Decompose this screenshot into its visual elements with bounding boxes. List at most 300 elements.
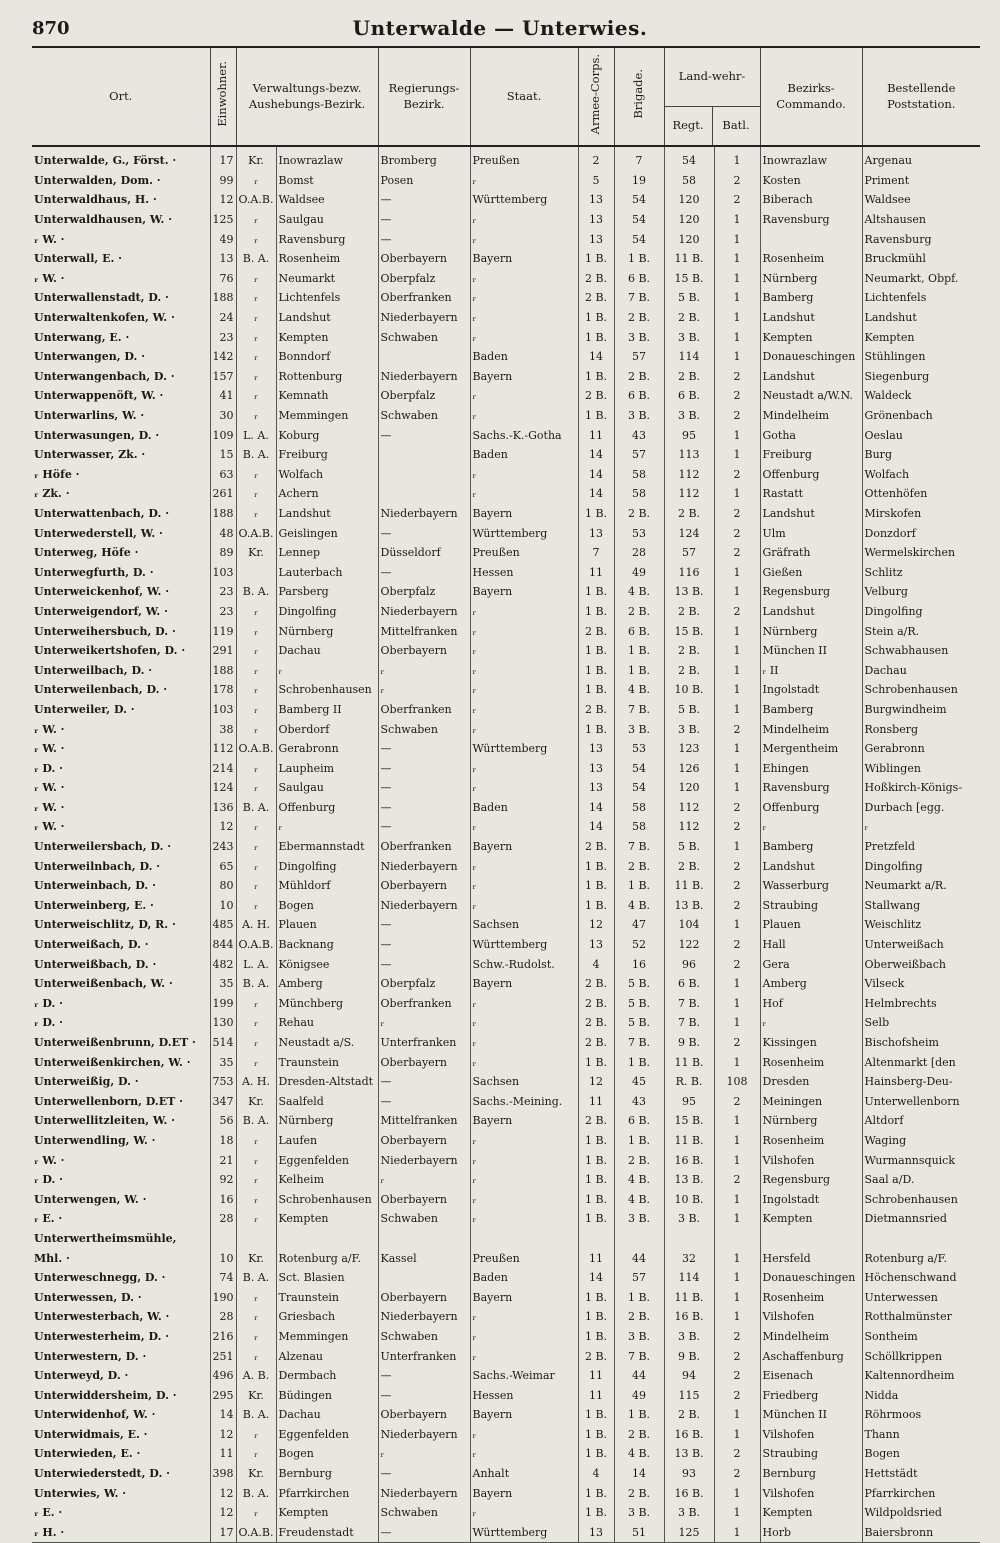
cell-staat: ᵣ	[470, 288, 578, 308]
cell-armee-corps: 14	[578, 465, 614, 485]
table-row	[32, 1072, 980, 1092]
table-row	[32, 1248, 980, 1268]
cell-staat: ᵣ	[470, 484, 578, 504]
cell-ort: ᵣ E. ·	[34, 1506, 63, 1520]
cell-brigade: 2 B.	[614, 1425, 664, 1445]
cell-regt: 95	[664, 425, 714, 445]
cell-poststation: Schrobenhausen	[862, 680, 980, 700]
cell-poststation: Grönenbach	[862, 406, 980, 426]
cell-poststation: Ravensburg	[862, 229, 980, 249]
cell-brigade: 2 B.	[614, 308, 664, 328]
cell-regt: 124	[664, 523, 714, 543]
cell-behoerde: ᵣ	[236, 386, 276, 406]
cell-behoerde: ᵣ	[236, 856, 276, 876]
cell-regt: 3 B.	[664, 327, 714, 347]
cell-brigade: 1 B.	[614, 1052, 664, 1072]
cell-regt: 13 B.	[664, 1444, 714, 1464]
cell-behoerde: ᵣ	[236, 621, 276, 641]
cell-ort: ᵣ D. ·	[34, 1016, 64, 1030]
cell-einwohner: 188	[210, 660, 236, 680]
cell-bezirks-commando: Rosenheim	[760, 1052, 862, 1072]
cell-ort: Unterwiddersheim, D. ·	[34, 1388, 177, 1402]
cell-einwohner: 398	[210, 1464, 236, 1484]
cell-brigade: 1 B.	[614, 660, 664, 680]
cell-ort: Unterweißbach, D. ·	[34, 957, 157, 971]
cell-armee-corps: 2 B.	[578, 1013, 614, 1033]
table-row	[32, 190, 980, 210]
cell-brigade: 4 B.	[614, 582, 664, 602]
cell-einwohner: 28	[210, 1307, 236, 1327]
table-row	[32, 367, 980, 387]
cell-ort: Unterwappenöft, W. ·	[34, 389, 164, 403]
cell-regt: 11 B.	[664, 1131, 714, 1151]
cell-brigade: 54	[614, 229, 664, 249]
cell-ort: Unterweihersbuch, D. ·	[34, 624, 176, 638]
cell-batl: 2	[714, 856, 760, 876]
table-row	[32, 915, 980, 935]
cell-batl: 1	[714, 739, 760, 759]
cell-bezirks-commando: Rosenheim	[760, 1131, 862, 1151]
cell-ort: Unterwaltenkofen, W. ·	[34, 311, 175, 325]
cell-batl: 1	[714, 269, 760, 289]
cell-bezirks-commando: Meiningen	[760, 1092, 862, 1112]
cell-einwohner: 130	[210, 1013, 236, 1033]
cell-bezirks-commando: Nürnberg	[760, 269, 862, 289]
cell-bezirks-commando: Landshut	[760, 308, 862, 328]
col-poststation: Bestellende Poststation.	[862, 47, 980, 146]
cell-armee-corps: 2 B.	[578, 288, 614, 308]
cell-brigade: 2 B.	[614, 602, 664, 622]
cell-ort: Mhl. ·	[34, 1251, 70, 1265]
cell-armee-corps: 1 B.	[578, 1189, 614, 1209]
cell-armee-corps: 1 B.	[578, 406, 614, 426]
cell-staat: ᵣ	[470, 719, 578, 739]
cell-batl: 1	[714, 758, 760, 778]
cell-brigade: 2 B.	[614, 856, 664, 876]
cell-bezirk: Schrobenhausen	[276, 680, 378, 700]
cell-einwohner: 23	[210, 327, 236, 347]
cell-batl: 1	[714, 308, 760, 328]
cell-poststation: Kaltennordheim	[862, 1366, 980, 1386]
cell-batl: 1	[714, 1209, 760, 1229]
cell-bezirk: Rotenburg a/F.	[276, 1248, 378, 1268]
cell-regierung: —	[378, 1366, 470, 1386]
cell-regierung: ᵣ	[378, 1013, 470, 1033]
cell-poststation: Vilseck	[862, 974, 980, 994]
cell-staat: ᵣ	[470, 1503, 578, 1523]
cell-poststation: Wermelskirchen	[862, 543, 980, 563]
cell-regierung	[378, 465, 470, 485]
cell-regt: 16 B.	[664, 1425, 714, 1445]
col-einwohner: Einwohner.	[210, 47, 236, 146]
table-row	[32, 621, 980, 641]
cell-bezirks-commando	[760, 229, 862, 249]
cell-behoerde: ᵣ	[236, 1013, 276, 1033]
cell-batl: 1	[714, 1307, 760, 1327]
cell-bezirks-commando: Mergentheim	[760, 739, 862, 759]
cell-batl: 1	[714, 1013, 760, 1033]
table-row	[32, 445, 980, 465]
cell-bezirk: Lichtenfels	[276, 288, 378, 308]
cell-poststation: Neumarkt a/R.	[862, 876, 980, 896]
cell-regt: 120	[664, 190, 714, 210]
cell-ort: Unterweilenbach, D. ·	[34, 683, 168, 697]
cell-bezirks-commando: Rosenheim	[760, 1287, 862, 1307]
cell-einwohner: 12	[210, 817, 236, 837]
cell-brigade: 5 B.	[614, 974, 664, 994]
cell-poststation: Mirskofen	[862, 504, 980, 524]
cell-einwohner: 56	[210, 1111, 236, 1131]
cell-regierung: Kassel	[378, 1248, 470, 1268]
cell-armee-corps: 1 B.	[578, 641, 614, 661]
cell-batl: 1	[714, 1523, 760, 1543]
cell-poststation: Hainsberg-Deu-	[862, 1072, 980, 1092]
table-row	[32, 1287, 980, 1307]
cell-einwohner: 21	[210, 1150, 236, 1170]
cell-staat: ᵣ	[470, 229, 578, 249]
table-row	[32, 641, 980, 661]
cell-bezirks-commando: Landshut	[760, 504, 862, 524]
cell-bezirks-commando: Kosten	[760, 171, 862, 191]
cell-bezirk: Gerabronn	[276, 739, 378, 759]
cell-batl: 2	[714, 190, 760, 210]
cell-brigade: 3 B.	[614, 406, 664, 426]
cell-bezirks-commando: Mindelheim	[760, 1327, 862, 1347]
cell-batl: 1	[714, 700, 760, 720]
cell-armee-corps: 13	[578, 523, 614, 543]
cell-bezirk: Rosenheim	[276, 249, 378, 269]
cell-armee-corps: 13	[578, 778, 614, 798]
cell-bezirk: Nürnberg	[276, 1111, 378, 1131]
cell-staat: Sachs.-K.-Gotha	[470, 425, 578, 445]
cell-poststation: Unterwessen	[862, 1287, 980, 1307]
cell-bezirk: Kemnath	[276, 386, 378, 406]
cell-behoerde: Kr.	[236, 146, 276, 171]
cell-staat: Baden	[470, 798, 578, 818]
cell-armee-corps: 11	[578, 1366, 614, 1386]
cell-regierung: Niederbayern	[378, 602, 470, 622]
cell-brigade: 51	[614, 1523, 664, 1543]
cell-brigade: 1 B.	[614, 1131, 664, 1151]
cell-regierung: Oberpfalz	[378, 386, 470, 406]
cell-poststation: Sontheim	[862, 1327, 980, 1347]
cell-bezirk: Ebermannstadt	[276, 837, 378, 857]
cell-staat: ᵣ	[470, 621, 578, 641]
cell-bezirk: Bomst	[276, 171, 378, 191]
table-row	[32, 896, 980, 916]
cell-ort: Unterwaldhaus, H. ·	[34, 193, 157, 207]
cell-ort: ᵣ D. ·	[34, 1173, 64, 1187]
cell-armee-corps: 13	[578, 935, 614, 955]
cell-brigade: 54	[614, 778, 664, 798]
cell-batl: 2	[714, 406, 760, 426]
cell-ort: Unterwallenstadt, D. ·	[34, 291, 169, 305]
cell-poststation: Pfarrkirchen	[862, 1483, 980, 1503]
table-row	[32, 1092, 980, 1112]
cell-brigade: 57	[614, 347, 664, 367]
cell-armee-corps: 1 B.	[578, 582, 614, 602]
cell-ort: Unterweischlitz, D, R. ·	[34, 918, 176, 932]
cell-batl: 1	[714, 1131, 760, 1151]
cell-regierung: Oberbayern	[378, 1052, 470, 1072]
cell-regt: 9 B.	[664, 1033, 714, 1053]
table-row	[32, 1327, 980, 1347]
cell-bezirk: Plauen	[276, 915, 378, 935]
cell-poststation: Wurmannsquick	[862, 1150, 980, 1170]
cell-bezirks-commando: Kissingen	[760, 1033, 862, 1053]
cell-brigade: 1 B.	[614, 249, 664, 269]
cell-armee-corps: 14	[578, 1268, 614, 1288]
cell-regierung	[378, 347, 470, 367]
cell-poststation: Unterwellenborn	[862, 1092, 980, 1112]
cell-staat: ᵣ	[470, 171, 578, 191]
col-verwaltung: Verwaltungs-bezw. Aushebungs-Bezirk.	[236, 47, 378, 146]
cell-poststation: Hoßkirch-Königs-	[862, 778, 980, 798]
page-header	[0, 14, 1000, 44]
cell-poststation: Dachau	[862, 660, 980, 680]
cell-behoerde: B. A.	[236, 974, 276, 994]
cell-staat: ᵣ	[470, 1033, 578, 1053]
cell-behoerde: A. B.	[236, 1366, 276, 1386]
cell-bezirks-commando: Dresden	[760, 1072, 862, 1092]
cell-regierung: Oberpfalz	[378, 582, 470, 602]
cell-regt: 5 B.	[664, 288, 714, 308]
cell-poststation: Priment	[862, 171, 980, 191]
cell-staat: Bayern	[470, 1111, 578, 1131]
cell-brigade: 4 B.	[614, 1170, 664, 1190]
cell-armee-corps: 2	[578, 146, 614, 171]
cell-armee-corps: 13	[578, 190, 614, 210]
cell-regierung: ᵣ	[378, 1444, 470, 1464]
cell-behoerde: Kr.	[236, 1248, 276, 1268]
cell-poststation: Ottenhöfen	[862, 484, 980, 504]
cell-batl: 1	[714, 562, 760, 582]
col-staat: Staat.	[470, 47, 578, 146]
cell-bezirks-commando: Freiburg	[760, 445, 862, 465]
cell-behoerde: ᵣ	[236, 719, 276, 739]
cell-staat: ᵣ	[470, 660, 578, 680]
cell-batl: 2	[714, 386, 760, 406]
cell-regt: 3 B.	[664, 1503, 714, 1523]
cell-staat: ᵣ	[470, 1425, 578, 1445]
cell-regt: 58	[664, 171, 714, 191]
cell-bezirk: Freiburg	[276, 445, 378, 465]
cell-regt: 16 B.	[664, 1150, 714, 1170]
cell-armee-corps: 2 B.	[578, 974, 614, 994]
cell-armee-corps: 12	[578, 1072, 614, 1092]
cell-staat: ᵣ	[470, 406, 578, 426]
cell-staat: ᵣ	[470, 1170, 578, 1190]
cell-einwohner: 74	[210, 1268, 236, 1288]
cell-batl: 2	[714, 817, 760, 837]
cell-staat: Bayern	[470, 837, 578, 857]
cell-bezirk: Memmingen	[276, 406, 378, 426]
cell-bezirk: Wolfach	[276, 465, 378, 485]
cell-bezirks-commando: Mindelheim	[760, 406, 862, 426]
cell-brigade: 57	[614, 445, 664, 465]
cell-bezirks-commando: Donaueschingen	[760, 347, 862, 367]
cell-poststation: Landshut	[862, 308, 980, 328]
cell-staat: ᵣ	[470, 641, 578, 661]
cell-ort: Unterweg, Höfe ·	[34, 546, 139, 560]
cell-regt: 5 B.	[664, 700, 714, 720]
cell-ort: Unterwertheimsmühle,	[34, 1231, 177, 1245]
cell-poststation: ᵣ	[862, 817, 980, 837]
cell-regierung	[378, 445, 470, 465]
cell-behoerde: ᵣ	[236, 1033, 276, 1053]
cell-batl: 2	[714, 465, 760, 485]
cell-batl: 2	[714, 171, 760, 191]
cell-brigade: 2 B.	[614, 504, 664, 524]
cell-behoerde: B. A.	[236, 582, 276, 602]
cell-bezirks-commando: Gera	[760, 954, 862, 974]
cell-staat: Sachsen	[470, 915, 578, 935]
cell-armee-corps: 11	[578, 425, 614, 445]
cell-behoerde: B. A.	[236, 249, 276, 269]
cell-bezirks-commando: Landshut	[760, 856, 862, 876]
cell-bezirks-commando: ᵣ	[760, 1013, 862, 1033]
cell-brigade: 58	[614, 817, 664, 837]
cell-regierung: Niederbayern	[378, 856, 470, 876]
cell-brigade: 1 B.	[614, 641, 664, 661]
cell-batl: 1	[714, 994, 760, 1014]
cell-regierung: Oberbayern	[378, 641, 470, 661]
table-row	[32, 856, 980, 876]
cell-regt: 2 B.	[664, 1405, 714, 1425]
cell-regierung: —	[378, 425, 470, 445]
cell-bezirks-commando: Straubing	[760, 896, 862, 916]
table-row	[32, 778, 980, 798]
cell-brigade: 14	[614, 1464, 664, 1484]
cell-regt: 95	[664, 1092, 714, 1112]
cell-regt: 7 B.	[664, 1013, 714, 1033]
table-row	[32, 543, 980, 563]
cell-staat: Bayern	[470, 1483, 578, 1503]
cell-bezirk: Lauterbach	[276, 562, 378, 582]
table-row	[32, 719, 980, 739]
cell-brigade: 2 B.	[614, 1483, 664, 1503]
cell-poststation: Donzdorf	[862, 523, 980, 543]
cell-bezirk	[276, 1229, 378, 1249]
cell-bezirks-commando: Straubing	[760, 1444, 862, 1464]
cell-einwohner: 119	[210, 621, 236, 641]
cell-behoerde: ᵣ	[236, 406, 276, 426]
cell-batl	[714, 1229, 760, 1249]
cell-armee-corps: 14	[578, 484, 614, 504]
cell-regierung: —	[378, 817, 470, 837]
cell-regt: 94	[664, 1366, 714, 1386]
cell-bezirks-commando: Bamberg	[760, 288, 862, 308]
page-number: 870	[32, 18, 70, 39]
cell-brigade: 4 B.	[614, 1444, 664, 1464]
cell-bezirks-commando: Gräfrath	[760, 543, 862, 563]
cell-ort: ᵣ D. ·	[34, 761, 64, 775]
cell-batl: 2	[714, 1170, 760, 1190]
table-row	[32, 798, 980, 818]
cell-einwohner: 136	[210, 798, 236, 818]
cell-regierung: Niederbayern	[378, 896, 470, 916]
cell-staat: Schw.-Rudolst.	[470, 954, 578, 974]
cell-staat: ᵣ	[470, 386, 578, 406]
cell-regt: 5 B.	[664, 837, 714, 857]
cell-armee-corps: 1 B.	[578, 1327, 614, 1347]
cell-einwohner: 496	[210, 1366, 236, 1386]
cell-bezirk: Griesbach	[276, 1307, 378, 1327]
cell-regt: 10 B.	[664, 1189, 714, 1209]
cell-ort: Unterweißenbrunn, D.ET ·	[34, 1036, 196, 1050]
cell-einwohner: 63	[210, 465, 236, 485]
cell-einwohner: 65	[210, 856, 236, 876]
cell-regt: 32	[664, 1248, 714, 1268]
cell-poststation: Saal a/D.	[862, 1170, 980, 1190]
cell-staat: Anhalt	[470, 1464, 578, 1484]
cell-poststation: Durbach [egg.	[862, 798, 980, 818]
cell-staat: ᵣ	[470, 1209, 578, 1229]
cell-einwohner: 109	[210, 425, 236, 445]
cell-behoerde: ᵣ	[236, 229, 276, 249]
cell-staat: Bayern	[470, 249, 578, 269]
cell-ort: Unterwessen, D. ·	[34, 1290, 142, 1304]
cell-staat: Bayern	[470, 504, 578, 524]
cell-regt: 113	[664, 445, 714, 465]
table-row	[32, 837, 980, 857]
cell-einwohner: 216	[210, 1327, 236, 1347]
cell-batl: 1	[714, 445, 760, 465]
cell-bezirks-commando: München II	[760, 1405, 862, 1425]
cell-batl: 2	[714, 1092, 760, 1112]
table-row	[32, 876, 980, 896]
cell-regierung: Oberfranken	[378, 837, 470, 857]
table-row	[32, 1150, 980, 1170]
cell-poststation: Wildpoldsried	[862, 1503, 980, 1523]
cell-ort: Unterwidmais, E. ·	[34, 1427, 148, 1441]
cell-regt: 123	[664, 739, 714, 759]
cell-behoerde: ᵣ	[236, 700, 276, 720]
cell-regt: 11 B.	[664, 876, 714, 896]
cell-einwohner: 24	[210, 308, 236, 328]
cell-staat: ᵣ	[470, 994, 578, 1014]
table-row	[32, 425, 980, 445]
cell-armee-corps: 11	[578, 1092, 614, 1112]
cell-regt: 16 B.	[664, 1307, 714, 1327]
cell-ort: Unterweilersbach, D. ·	[34, 840, 172, 854]
cell-bezirk: Saalfeld	[276, 1092, 378, 1112]
cell-poststation: Pretzfeld	[862, 837, 980, 857]
cell-brigade: 45	[614, 1072, 664, 1092]
cell-poststation: Kempten	[862, 327, 980, 347]
cell-behoerde: A. H.	[236, 1072, 276, 1092]
cell-batl: 1	[714, 974, 760, 994]
cell-bezirk: Dachau	[276, 1405, 378, 1425]
cell-regierung: ᵣ	[378, 1170, 470, 1190]
cell-ort: ᵣ W. ·	[34, 232, 65, 246]
cell-staat: ᵣ	[470, 896, 578, 916]
cell-staat: ᵣ	[470, 1189, 578, 1209]
cell-einwohner: 188	[210, 504, 236, 524]
cell-armee-corps: 1 B.	[578, 896, 614, 916]
cell-batl: 2	[714, 1444, 760, 1464]
cell-batl: 108	[714, 1072, 760, 1092]
cell-einwohner: 11	[210, 1444, 236, 1464]
cell-staat: ᵣ	[470, 876, 578, 896]
cell-bezirks-commando: Bernburg	[760, 1464, 862, 1484]
cell-poststation: Höchenschwand	[862, 1268, 980, 1288]
cell-bezirk: Dresden-Altstadt	[276, 1072, 378, 1092]
cell-bezirk: Freudenstadt	[276, 1523, 378, 1543]
cell-bezirks-commando: München II	[760, 641, 862, 661]
cell-einwohner: 35	[210, 1052, 236, 1072]
cell-brigade: 7	[614, 146, 664, 171]
